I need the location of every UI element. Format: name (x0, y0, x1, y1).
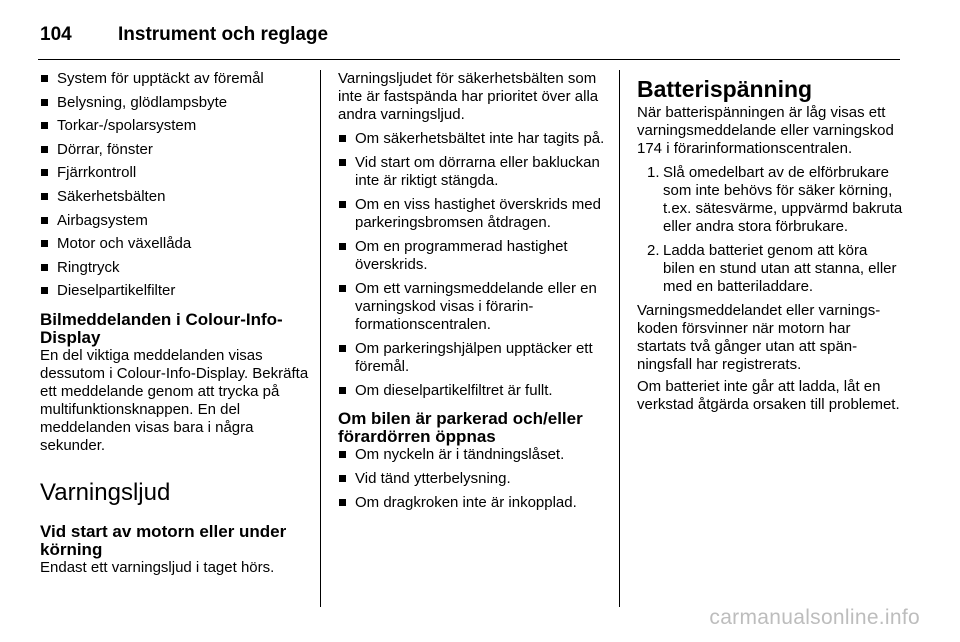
page-header (40, 20, 328, 50)
square-bullet-icon (41, 122, 48, 129)
list-item: Belysning, glödlampsbyte (40, 94, 310, 112)
step-number: 2. (647, 242, 660, 259)
square-bullet-icon (339, 201, 346, 208)
list-item: Vid tänd ytterbelysning. (338, 470, 610, 488)
list-item: Om ett varningsmeddelande eller en varningskod visas i förarinformationscentralen. (338, 280, 610, 334)
list-item: Om en programmerad hastighet överskrids. (338, 238, 610, 274)
list-item: Om nyckeln är i tändningslåset. (338, 446, 610, 464)
paragraph: Varningsljudet för säkerhetsbälten som inte är fastspända har prioritet över alla andra varningsljud. (338, 70, 599, 123)
square-bullet-icon (41, 99, 48, 106)
list-item: Om parkeringshjälpen upptäcker ett föremål. (338, 340, 610, 376)
square-bullet-icon (339, 243, 346, 250)
column-1 (40, 70, 310, 581)
list-item: 1. Slå omedelbart av de elförbrukare som inte behövs för säker körning, t.ex. sätesvärme, uppvärmd bakruta eller andra stora förbrukare. (647, 164, 903, 235)
square-bullet-icon (339, 451, 346, 458)
page-number: 104 (40, 24, 72, 45)
column-3 (637, 70, 903, 418)
watermark: carmanualsonline.info (709, 606, 920, 629)
step-number: 1. (647, 164, 660, 181)
paragraph: Varningsmeddelandet eller varningskoden försvinner när motorn har startats två gånger utan att spänningsfall har registrerats. (637, 302, 881, 373)
square-bullet-icon (41, 193, 48, 200)
list-item: Om säkerhetsbältet inte har tagits på. (338, 130, 610, 148)
column-divider-1 (320, 70, 321, 607)
column-2 (338, 70, 610, 518)
list-item: Säkerhetsbälten (40, 188, 310, 206)
paragraph: När batterispänningen är låg visas ett varningsmeddelande eller varningskod 174 i förarinformationscentralen. (637, 104, 894, 157)
warning-list (338, 130, 610, 400)
list-item: 2. Ladda batteriet genom att köra bilen en stund utan att stanna, eller med en batteriladdare. (647, 242, 897, 295)
column-divider-2 (619, 70, 620, 607)
list-item: Ringtryck (40, 259, 310, 277)
paragraph: Om batteriet inte går att ladda, låt en verkstad åtgärda orsaken till problemet. (637, 378, 900, 413)
list-item: Dörrar, fönster (40, 141, 310, 159)
heading-start-engine: Vid start av motorn eller under körning (40, 522, 287, 560)
list-item: System för upptäckt av föremål (40, 70, 310, 88)
paragraph: En del viktiga meddelanden visas dessutom i Colour-Info-Display. Bekräfta ett meddelande genom att trycka på multifunktionsknappen. En del meddelanden visas bara i några sekunder. (40, 347, 309, 455)
square-bullet-icon (339, 387, 346, 394)
list-item: Dieselpartikelfilter (40, 282, 310, 300)
chapter-title: Instrument och reglage (118, 24, 329, 45)
heading-colour-info-display: Bilmeddelanden i Colour-Info-Display (40, 310, 283, 348)
square-bullet-icon (339, 475, 346, 482)
square-bullet-icon (41, 240, 48, 247)
list-item: Om en viss hastighet överskrids med parkeringsbromsen åtdragen. (338, 196, 610, 232)
section-title: Varningsljud (40, 479, 171, 507)
square-bullet-icon (339, 285, 346, 292)
square-bullet-icon (41, 217, 48, 224)
heading-battery-voltage: Batterispänning (637, 76, 813, 102)
square-bullet-icon (41, 146, 48, 153)
list-item: Om dieselpartikelfiltret är fullt. (338, 382, 610, 400)
list-item: Vid start om dörrarna eller bakluckan inte är riktigt stängda. (338, 154, 610, 190)
list-item: Torkar-/spolarsystem (40, 117, 310, 135)
topic-list (40, 70, 310, 300)
paragraph: Endast ett varningsljud i taget hörs. (40, 559, 275, 577)
list-item: Om dragkroken inte är inkopplad. (338, 494, 610, 512)
parked-list (338, 446, 610, 512)
list-item: Airbagsystem (40, 212, 310, 230)
square-bullet-icon (41, 75, 48, 82)
square-bullet-icon (41, 169, 48, 176)
square-bullet-icon (339, 345, 346, 352)
heading-parked: Om bilen är parkerad och/eller förardörren öppnas (338, 409, 583, 446)
square-bullet-icon (339, 135, 346, 142)
list-item: Fjärrkontroll (40, 164, 310, 182)
square-bullet-icon (41, 287, 48, 294)
square-bullet-icon (41, 264, 48, 271)
list-item: Motor och växellåda (40, 235, 310, 253)
square-bullet-icon (339, 499, 346, 506)
square-bullet-icon (339, 159, 346, 166)
header-rule (38, 59, 900, 60)
steps-list (647, 164, 903, 296)
